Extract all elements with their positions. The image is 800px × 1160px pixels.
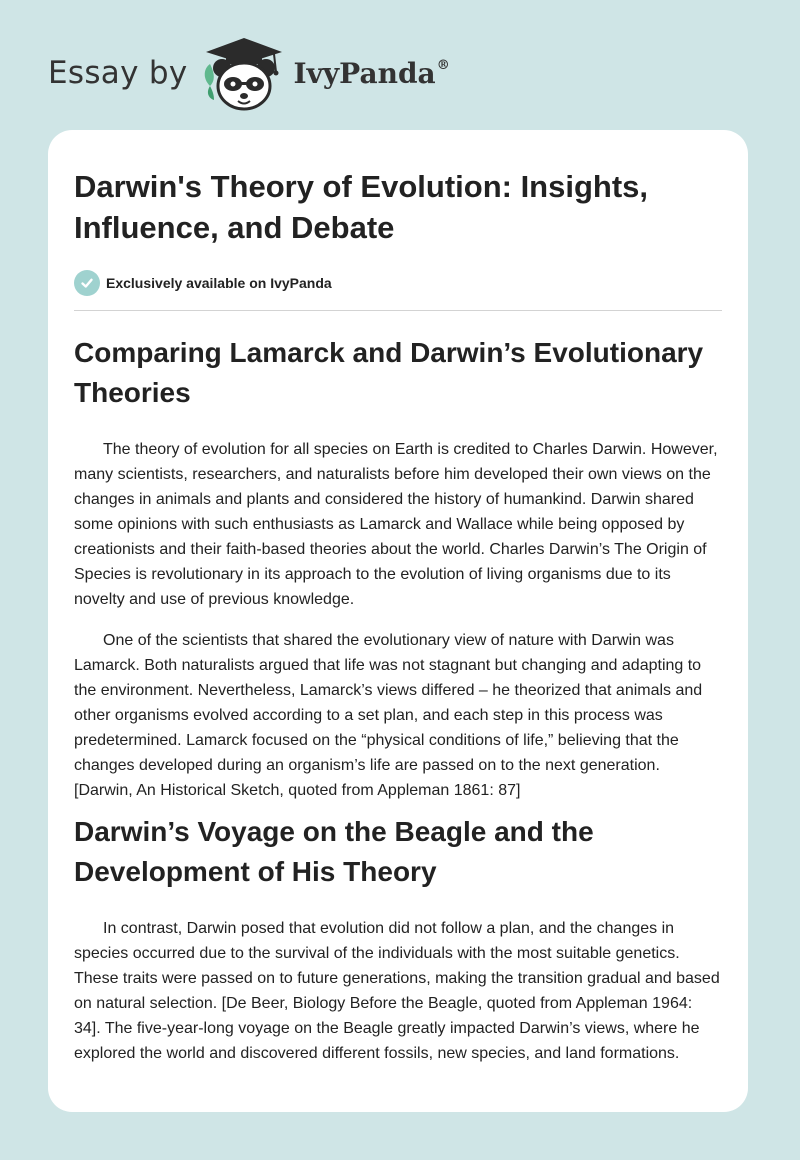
badge-text: Exclusively available on IvyPanda <box>106 275 332 291</box>
paragraph: In contrast, Darwin posed that evolution did not follow a plan, and the changes in species occurred due to the survival of the individuals with the most suitable genetics. These traits were passed on to future generations, making the transition gradual and based on natural selection. [De Beer, Biology Before the Beagle, quoted from Appleman 1964: 34]. The five-year-long voyage on the Beagle greatly impacted Darwin’s views, where he explored the world and discovered different fossils, new species, and land formations. <box>74 920 720 1062</box>
section-beagle-voyage <box>74 812 722 1066</box>
section-heading: Darwin’s Voyage on the Beagle and the Development of His Theory <box>74 816 594 887</box>
panda-logo-icon <box>196 34 292 112</box>
brand-header <box>48 34 450 112</box>
brand-prefix: Essay by <box>48 55 188 91</box>
section-lamarck-darwin <box>74 333 722 803</box>
essay-card <box>48 130 748 1112</box>
title-divider <box>74 310 722 311</box>
paragraph: One of the scientists that shared the evolutionary view of nature with Darwin was Lamarck. Both naturalists argued that life was not stagnant but changing and adapting to the environment. Nevertheless, Lamarck’s views differed – he theorized that animals and other organisms evolved according to a set plan, and each step in this process was predetermined. Lamarck focused on the “physical conditions of life,” believing that the changes developed during an organism’s life are passed on to the next generation. [Darwin, An Historical Sketch, quoted from Appleman 1861: 87] <box>74 632 703 799</box>
brand-name: IvyPanda® <box>293 56 450 90</box>
essay-title: Darwin's Theory of Evolution: Insights, Influence, and Debate <box>74 169 649 245</box>
section-heading: Comparing Lamarck and Darwin’s Evolutionary Theories <box>74 337 704 408</box>
paragraph: The theory of evolution for all species on Earth is credited to Charles Darwin. However, many scientists, researchers, and naturalists before him developed their own views on the changes in animals and plants and considered the history of humankind. Darwin shared some opinions with such enthusiasts as Lamarck and Wallace while being opposed by creationists and their faith-based theories about the world. Charles Darwin’s The Origin of Species is revolutionary in its approach to the evolution of living organisms due to its novelty and use of previous knowledge. <box>74 441 718 608</box>
checkmark-icon <box>74 270 100 296</box>
registered-mark: ® <box>436 57 450 73</box>
exclusive-badge <box>74 270 722 296</box>
